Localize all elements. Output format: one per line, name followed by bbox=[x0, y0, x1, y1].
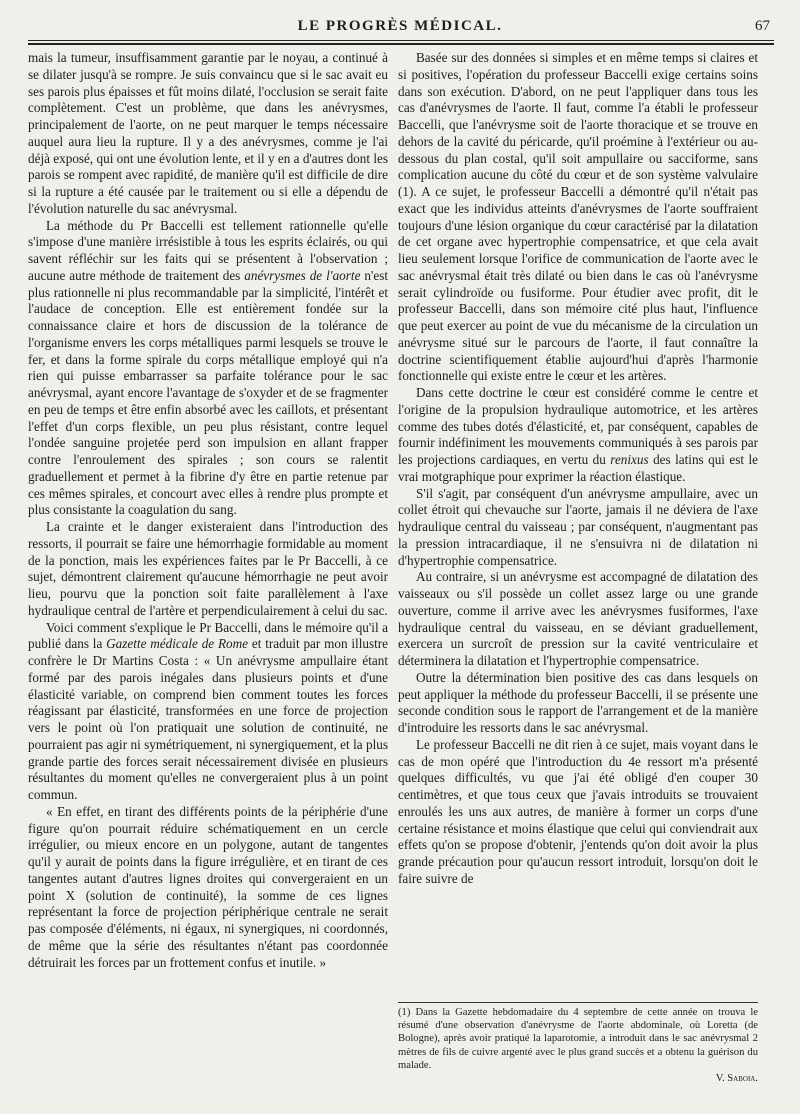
page-number: 67 bbox=[755, 18, 770, 34]
text-run: et traduit par mon illustre confrère le Dr Martins Costa : « Un anévrysme ampullaire étant formé par des parois inégales dans plusieurs points et d'une élasticité variable, on comprend bien comment toutes les forces réagissant par élasticité, transformées en une force de projection vers le point où l'on pratiquait une solution de continuité, ne pourraient pas agir ni symétriquement, ni synergiquement, et la plus grande partie des forces serait nécessairement divisée en plusieurs résultantes du moment qu'elles ne convergeraient plus à un point commun. bbox=[28, 636, 389, 802]
footnote-text: du 4 septembre de cette année on trouva le résumé d'une observation d'anévrysme de l'aorte abdominale, où Loretta (de Bologne), après avoir pratiqué la laparotomie, a introduit dans le sac anévrysmal 2 mètres de fils de cuivre argenté avec le plus grand succès et a obtenu la guérison du malade. bbox=[398, 1007, 758, 1071]
footnote-rule bbox=[398, 1002, 758, 1003]
italic-text: renixus bbox=[610, 452, 649, 467]
right-column bbox=[398, 50, 758, 888]
footnote-italic: Gazette hebdomadaire bbox=[455, 1007, 553, 1018]
paragraph bbox=[28, 620, 388, 804]
text-run: La méthode du Pr Baccelli est tellement rationnelle qu'elle s'impose d'une manière irrésistible à tous les esprits éclairés, ou qui savent réfléchir sur les faits qui se présentent à l'observation ; aucune autre méthode de traitement des bbox=[28, 217, 388, 283]
footnote-signature: V. Saboia. bbox=[715, 1073, 758, 1085]
paragraph: La crainte et le danger existeraient dans l'introduction des ressorts, il pourrait se faire une hémorrhagie formidable au moment de la ponction, mais les expériences faites par le Pr Baccelli, à ce sujet, démontrent clairement qu'aucune hémorrhagie ne peut avoir lieu, pourvu que la ponction soit faite parallèlement à l'axe hydraulique central de l'artère et perpendiculairement à celui du sac. bbox=[28, 519, 388, 618]
text-run: Dans cette doctrine le cœur est considéré comme le centre et l'origine de la propulsion hydraulique automotrice, et les artères comme des tubes dotés d'élasticité, et, par conséquent, capables de fournir indéfiniment les mouvements communiqués à ses parois par les projections cardiaques, en vertu du bbox=[398, 385, 758, 467]
page-header bbox=[28, 18, 772, 40]
paragraph: Basée sur des données si simples et en même temps si claires et si positives, l'opération du professeur Baccelli exige certains soins dans son exécution. D'abord, on ne peut l'appliquer dans tous les cas d'anévrysmes de l'aorte. Il faut, comme l'a établi le professeur Baccelli, que l'anévrysme soit de l'aorte thoracique et se trouve en dehors de la cavité du péricarde, qu'il proémine à l'extérieur ou au-dessous du plan costal, qu'il soit ampullaire ou sacciforme, sans complication aucune du côté du cœur et de son système valvulaire (1). A ce sujet, le professeur Baccelli a démontré qu'il n'était pas exact que les individus atteints d'anévrysmes de l'aorte souffraient toujours d'une lésion organique du cœur caractérisé par la dilatation de cet organe avec hypertrophie compensatrice, et que cela avait lieu seulement lorsque l'orifice de communication de l'aorte avec le sac anévrysmal était très dilaté ou bien dans le cas où l'anévrysme serait cylindroïde ou fusiforme. Pour étudier avec profit, dit le professeur Baccelli, dans son mémoire cité plus haut, l'influence que peut exercer au point de vue du mécanisme de la circulation un anévrysme situé sur le parcours de l'aorte, il faut connaître la doctrine scientifiquement établie aujourd'hui d'après l'harmonie fonctionnelle qui existe entre le cœur et les artères. bbox=[398, 50, 758, 384]
header-rule-thin bbox=[28, 40, 774, 41]
paragraph: « En effet, en tirant des différents points de la périphérie d'une figure qu'on pourrait réduire schématiquement en un cercle irrégulier, ou mieux encore en un polygone, autant de tangentes qu'il y aurait de points dans la figure irrégulière, et en tirant de ces tangentes autant d'autres lignes droites qui convergeraient en un point X (solution de continuité), la somme de ces lignes représentant la force de projection périphérique centrale ne serait pas composée d'éléments, ni égaux, ni synergiques, ni coordonnés, de même que la série des résultantes n'étant pas coordonnée détruirait les forces par un frottement confus et inutile. » bbox=[28, 803, 388, 970]
journal-title: LE PROGRÈS MÉDICAL. bbox=[297, 18, 503, 34]
footnote bbox=[398, 1006, 758, 1085]
text-run: Voici comment s'explique le Pr Baccelli, dans le mémoire qu'il a publié dans la bbox=[28, 619, 388, 652]
paragraph: Outre la détermination bien positive des cas dans lesquels on peut appliquer la méthode du professeur Baccelli, il se présente une seconde condition sous le rapport de l'arrangement et de la manière d'introduire les ressorts dans le sac anévrysmal. bbox=[398, 669, 758, 735]
italic-text: anévrysmes de l'aorte bbox=[244, 267, 361, 283]
paragraph: mais la tumeur, insuffisamment garantie par le noyau, a continué à se dilater jusqu'à se rompre. Je suis convaincu que si le sac avait eu ses parois plus épaisses et fût moins dilaté, l'occlusion se serait faite complètement. C'est un problème, que dans les anévrysmes, principalement de l'aorte, on ne peut marquer le temps nécessaire auquel aura lieu la rupture. Il y a des anévrysmes, comme je l'ai déjà exposé, qui ont une évolution lente, et il y en a d'autres dont les parois se rompent avec rapidité, de manière qu'il est difficile de dire si la rupture a été causée par le traitement ou si elle a dépendu de l'évolution naturelle du sac anévrysmal. bbox=[28, 50, 388, 216]
text-run: n'est plus rationnelle ni plus recommandable par la simplicité, l'intérêt et l'audace de conception. Elle est entièrement fondée sur la connaissance claire et hors de discussion de la tolérance de l'organisme envers les corps métalliques parmi lesquels se trouve le fer, et dans la forme spirale du corps métallique employé qui n'a rien qui puisse embarrasser sa parfaite tolérance pour le sac anévrysmal, ayant encore l'avantage de s'oxyder et de se fragmenter en peu de temps et être enfin absorbé avec les caillots, et présentant l'effet d'un corps flexible, un peu plus résistant, contre lequel l'ondée sanguine projetée perd son impulsion en allant frapper contre l'enroulement des spirales ; son cours se ralentit graduellement et permet à la fibrine d'y être en partie retenue par ces mêmes spirales, et concourt avec elles à rendre plus prompte et plus consistante la coagulation du sang. bbox=[28, 267, 388, 518]
footnote-text: (1) Dans la bbox=[398, 1007, 456, 1018]
paragraph bbox=[28, 218, 388, 520]
italic-text: Gazette médicale de Rome bbox=[106, 636, 249, 652]
left-column bbox=[28, 50, 388, 971]
header-rule-thick bbox=[28, 43, 774, 45]
paragraph bbox=[398, 385, 758, 486]
text-run: des latins qui est le vrai motgraphique pour exprimer la réaction élastique. bbox=[398, 452, 759, 484]
paragraph: Au contraire, si un anévrysme est accompagné de dilatation des vaisseaux ou s'il possède un collet assez large ou une grande ouverture, comme il arrive avec les anévrysmes fusiformes, l'axe hydraulique central du vaisseau, en se déviant graduellement, exercera un surcroît de pression sur la cavité ventriculaire et déterminera la dilatation et l'hypertrophie compensatrice. bbox=[398, 569, 758, 668]
paragraph: S'il s'agit, par conséquent d'un anévrysme ampullaire, avec un collet étroit qui chevauche sur l'aorte, jamais il ne déviera de l'axe hydraulique central du vaisseau ; par conséquent, n'augmentant pas la pression intracardiaque, il ne s'ensuivra ni de dilatation ni d'hypertrophie compensatrice. bbox=[398, 485, 758, 568]
paragraph: Le professeur Baccelli ne dit rien à ce sujet, mais voyant dans le cas de mon opéré que l'introduction du 4e ressort m'a présenté quelques difficultés, vu que j'ai été obligé d'en couper 30 centimètres, et que tous ceux que j'avais introduits se trouvaient enroulés les uns aux autres, de manière à former un corps d'une certaine résistance et moins élastique que celui qui conviendrait aux effets qu'on se propose d'obtenir, j'entends qu'on doit avoir la plus grande précaution pour qu'aucun ressort introduit, lorsqu'on doit le faire suivre de bbox=[398, 736, 758, 886]
